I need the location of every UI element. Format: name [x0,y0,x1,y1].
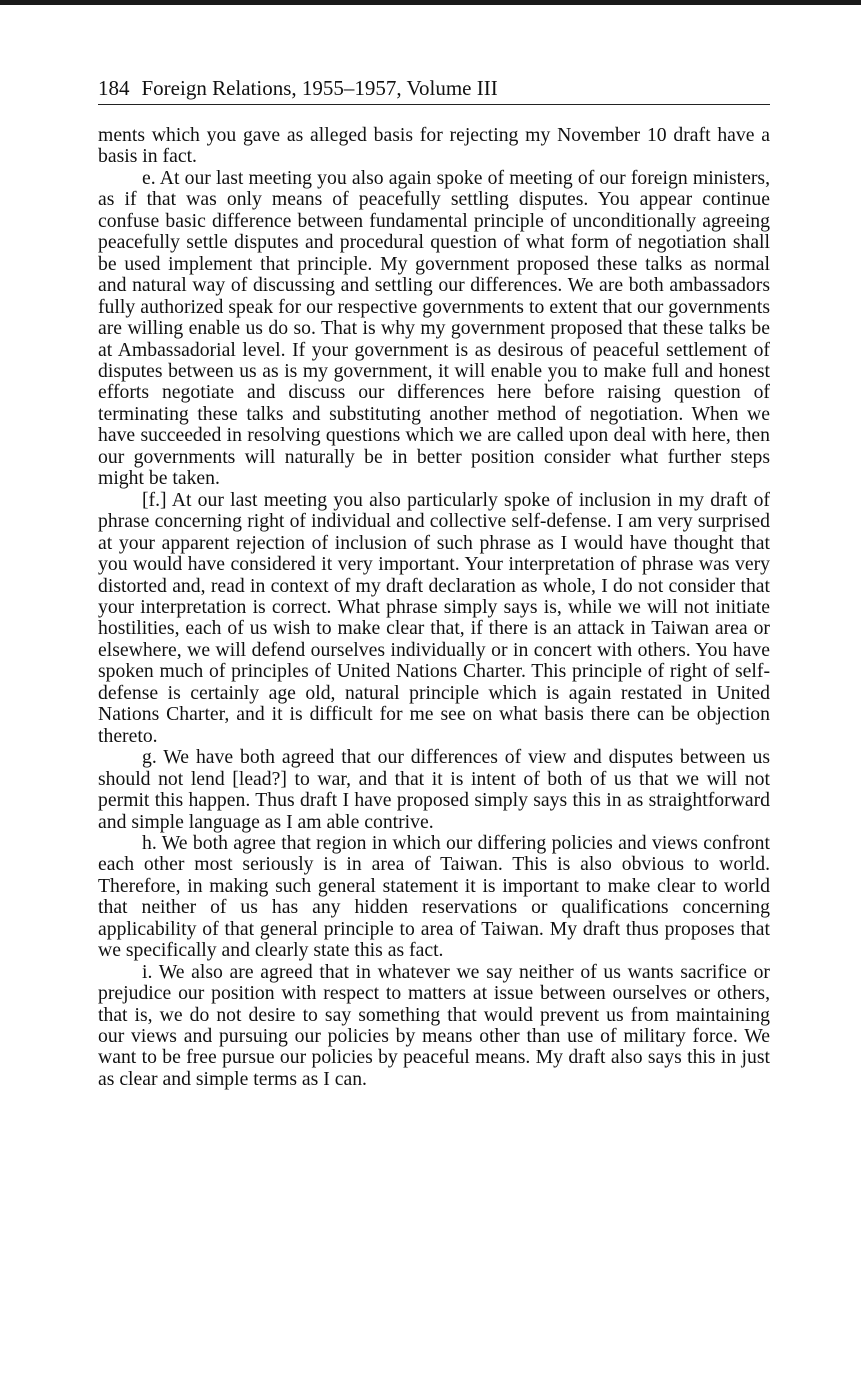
paragraph-f: [f.] At our last meeting you also particularly spoke of inclusion in my draft of phrase concerning right of individual and collective self-defense. I am very surprised at your apparent rejection of inclusion of such phrase as I would have thought that you would have considered it very important. Your interpretation of phrase was very distorted and, read in context of my draft declaration as whole, I do not consider that your interpretation is correct. What phrase simply says is, while we will not initiate hostilities, each of us wish to make clear that, if there is an attack in Taiwan area or elsewhere, we will defend ourselves individually or in concert with others. You have spoken much of principles of United Nations Charter. This principle of right of self-defense is certainly age old, natural principle which is again restated in United Nations Charter, and it is difficult for me see on what basis there can be objection thereto. [98,488,770,747]
publication-title: Foreign Relations, 1955–1957, Volume III [141,76,498,100]
body-text [98,125,770,1090]
paragraph-g: g. We have both agreed that our differences of view and disputes between us should not lend [lead?] to war, and that it is intent of both of us that we will not permit this happen. Thus draft I have proposed simply says this in as straightforward and simple language as I am able contrive. [98,746,770,833]
running-header [98,74,770,105]
paragraph-h: h. We both agree that region in which our differing policies and views confront each other most seriously is in area of Taiwan. This is also obvious to world. Therefore, in making such general statement it is important to make clear to world that neither of us has any hidden reservations or qualifications concerning applicability of that general principle to area of Taiwan. My draft thus proposes that we specifically and clearly state this as fact. [98,831,770,962]
page-top-edge [0,0,861,5]
paragraph-continuation: ments which you gave as alleged basis for rejecting my November 10 draft have a basis in fact. [98,124,770,168]
page-number: 184 [98,76,130,100]
paragraph-i: i. We also are agreed that in whatever we say neither of us wants sacrifice or prejudice our position with respect to matters at issue between ourselves or others, that is, we do not desire to say something that would prevent us from maintaining our views and pursuing our policies by means other than use of military force. We want to be free pursue our policies by peaceful means. My draft also says this in just as clear and simple terms as I can. [98,960,770,1090]
document-page [98,74,770,1090]
paragraph-e: e. At our last meeting you also again spoke of meeting of our foreign ministers, as if that was only means of peacefully settling disputes. You appear continue confuse basic difference between fundamental principle of unconditionally agreeing peacefully settle disputes and procedural question of what form of negotiation shall be used implement that principle. My government proposed these talks as normal and natural way of discussing and settling our differences. We are both ambassadors fully authorized speak for our respective governments to extent that our governments are willing enable us do so. That is why my government proposed that these talks be at Ambassadorial level. If your government is as desirous of peaceful settlement of disputes between us as is my government, it will enable you to make full and honest efforts negotiate and discuss our differences here before raising question of terminating these talks and substituting another method of negotiation. When we have succeeded in resolving questions which we are called upon deal with here, then our governments will naturally be in better position consider what further steps might be taken. [98,166,770,490]
